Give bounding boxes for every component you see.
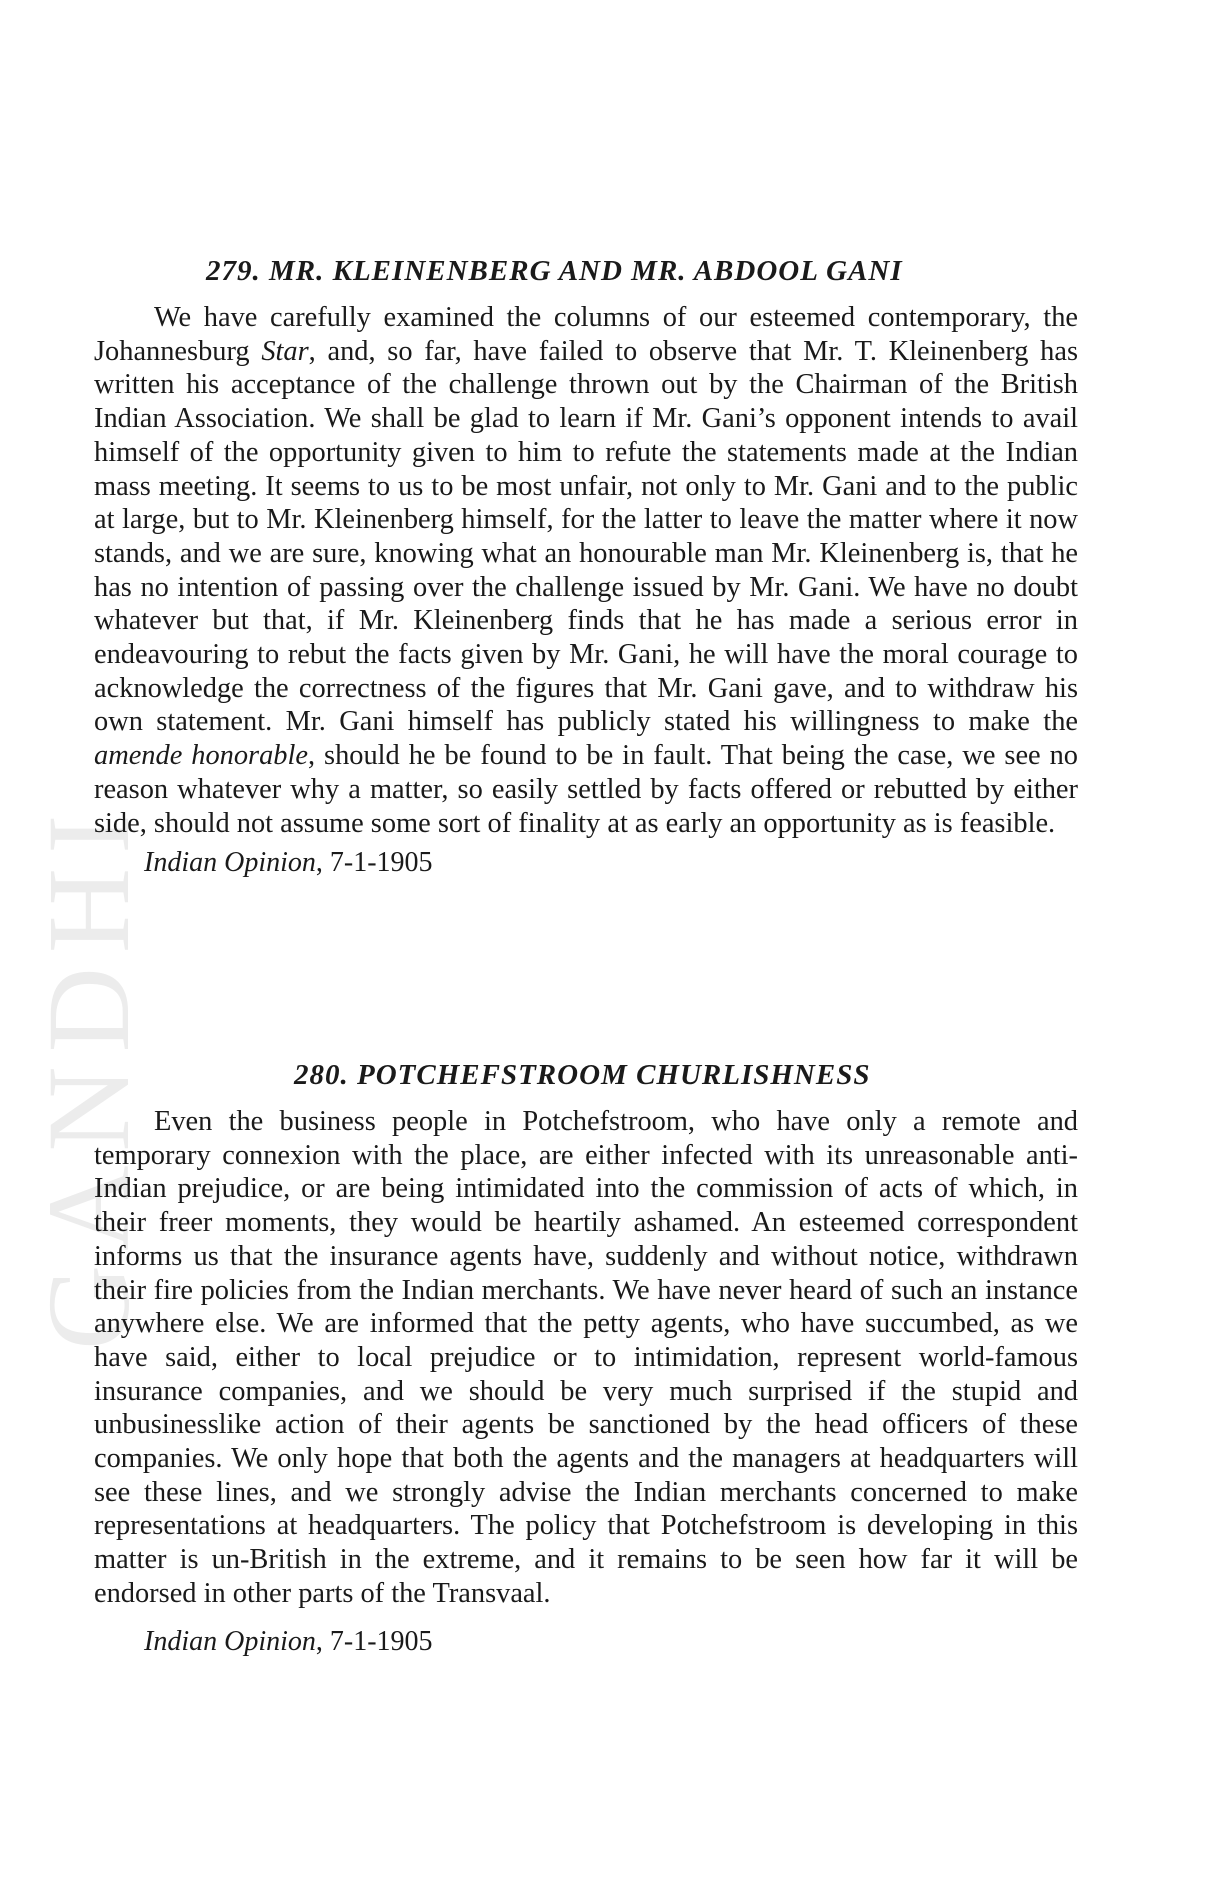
article-279 xyxy=(94,254,1078,880)
source-journal: Indian Opinion xyxy=(144,1625,316,1657)
article-body: We have carefully examined the columns of our esteemed contemporary, the Johannesburg Star, and, so far, have failed to observe that Mr. T. Kleinenberg has written his acceptance of the challenge thrown out by the Chairman of the British Indian Association. We shall be glad to learn if Mr. Gani’s opponent intends to avail himself of the opportunity given to him to refute the statements made at the Indian mass meeting. It seems to us to be most unfair, not only to Mr. Gani and to the public at large, but to Mr. Kleinenberg himself, for the latter to leave the matter where it now stands, and we are sure, knowing what an honourable man Mr. Kleinenberg is, that he has no intention of passing over the challenge issued by Mr. Gani. We have no doubt whatever but that, if Mr. Kleinenberg finds that he has made a serious error in endeavouring to rebut the facts given by Mr. Gani, he will have the moral courage to acknowledge the correctness of the figures that Mr. Gani gave, and to withdraw his own statement. Mr. Gani himself has publicly stated his willingness to make the amende honorable, should he be found to be in fault. That being the case, we see no reason whatever why a matter, so easily settled by facts offered or rebutted by either side, should not assume some sort of finality at as early an opportunity as is feasible. xyxy=(94,302,1078,839)
watermark: GANDHI xyxy=(23,800,154,1350)
source-citation xyxy=(94,846,1078,880)
newspaper-title: Star xyxy=(261,335,309,367)
article-heading: 280. POTCHEFSTROOM CHURLISHNESS xyxy=(294,1059,871,1091)
source-date: , 7-1-1905 xyxy=(315,847,433,879)
article-heading: 279. MR. KLEINENBERG AND MR. ABDOOL GANI xyxy=(206,255,903,287)
foreign-phrase: amende honorable xyxy=(94,740,308,772)
article-body: Even the business people in Potchefstroom, who have only a remote and temporary connexion with the place, are either infected with its unreasonable anti-Indian prejudice, or are being intimidated into the commission of acts of which, in their freer moments, they would be heartily ashamed. An esteemed correspondent informs us that the insurance agents have, suddenly and without notice, withdrawn their fire policies from the Indian merchants. We have never heard of such an instance anywhere else. We are informed that the petty agents, who have succumbed, as we have said, either to local prejudice or to intimidation, represent world-famous insurance companies, and we should be very much surprised if the stupid and unbusinesslike action of their agents be sanctioned by the head officers of these companies. We only hope that both the agents and the managers at headquarters will see these lines, and we strongly advise the Indian merchants concerned to make representations at headquarters. The policy that Potchefstroom is developing in this matter is un-British in the extreme, and it remains to be seen how far it will be endorsed in other parts of the Transvaal. xyxy=(94,1106,1078,1609)
source-journal: Indian Opinion xyxy=(144,847,316,879)
article-280 xyxy=(94,1058,1078,1659)
source-citation xyxy=(94,1625,1078,1659)
source-date: , 7-1-1905 xyxy=(315,1625,433,1657)
